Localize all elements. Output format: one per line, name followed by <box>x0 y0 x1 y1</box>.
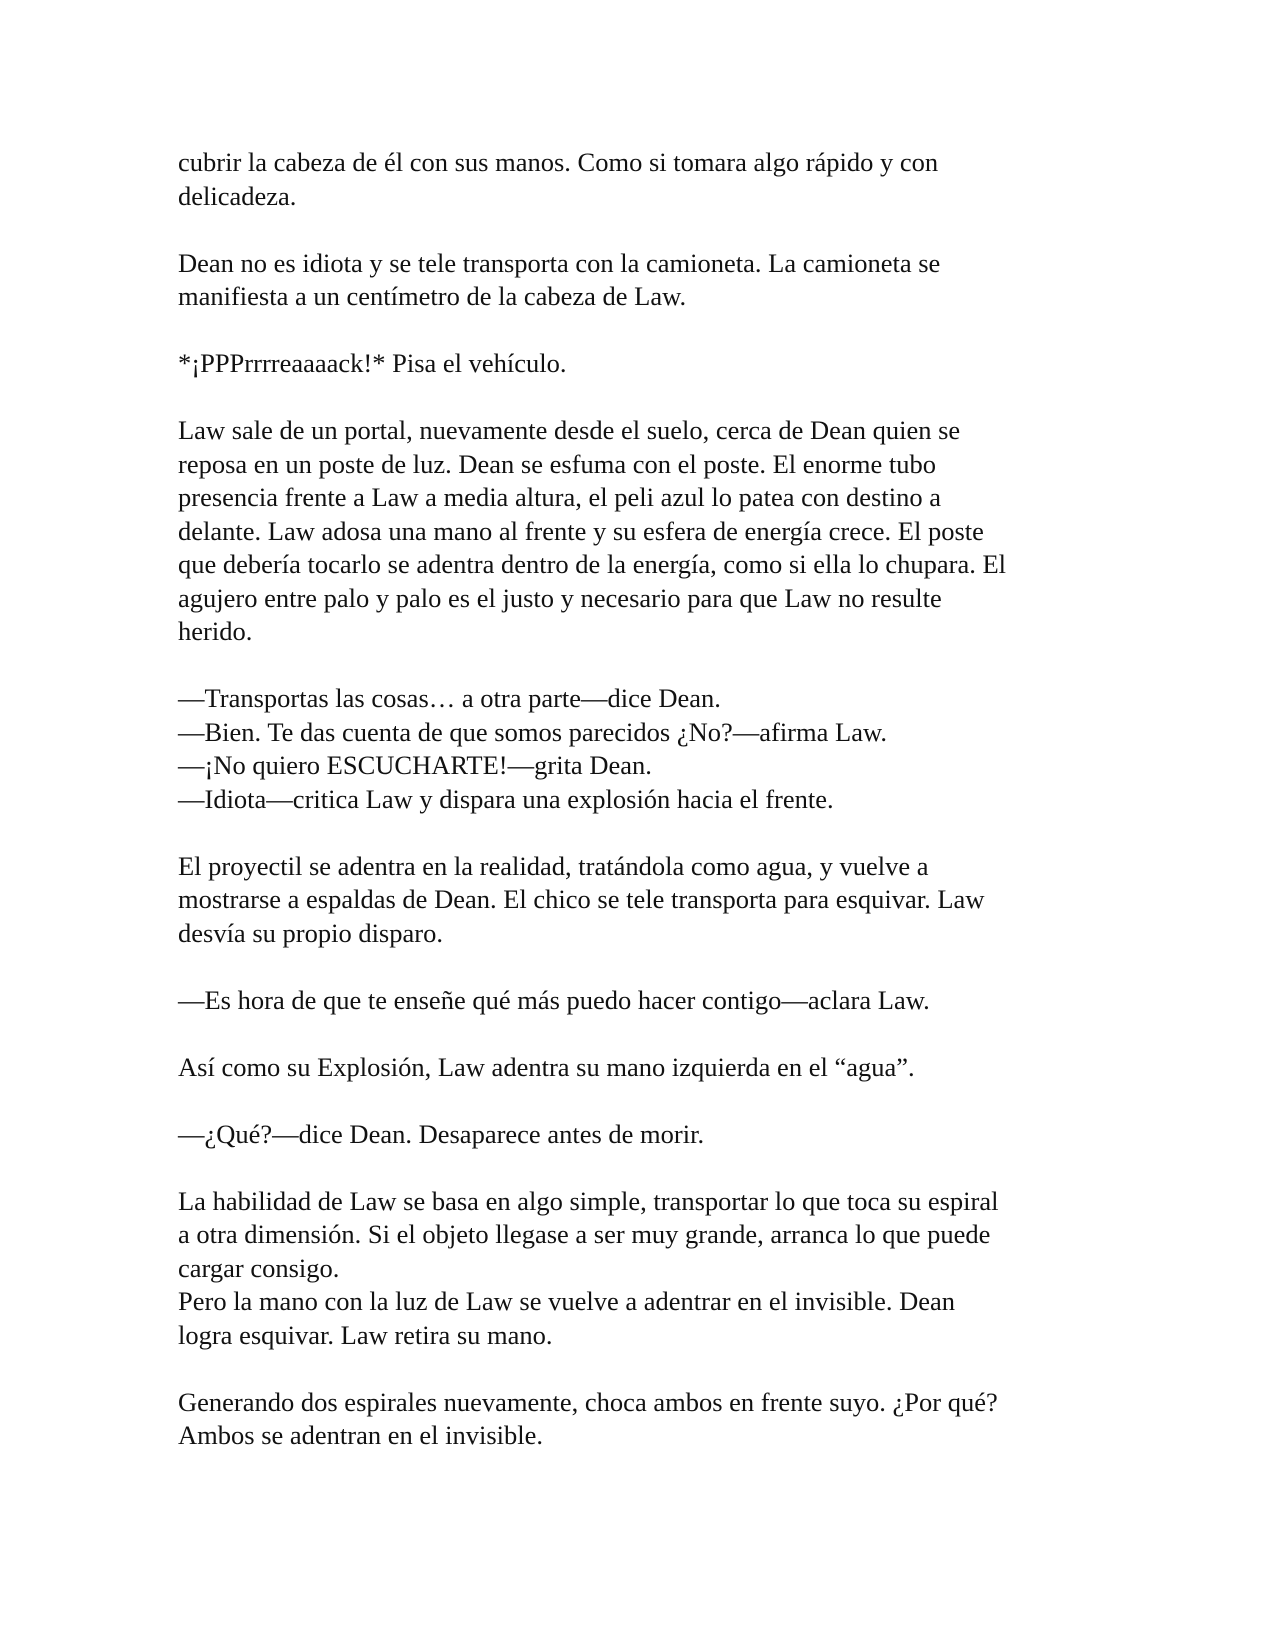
text-line: Generando dos espirales nuevamente, choca ambos en frente suyo. ¿Por qué? <box>178 1386 998 1417</box>
body-text <box>178 146 1098 1486</box>
text-line: que debería tocarlo se adentra dentro de la energía, como si ella lo chupara. El <box>178 549 1007 579</box>
text-line: delante. Law adosa una mano al frente y su esfera de energía crece. El poste <box>178 515 984 546</box>
paragraph <box>178 1051 1098 1085</box>
text-line: presencia frente a Law a media altura, el peli azul lo patea con destino a <box>178 482 941 512</box>
text-line: agujero entre palo y palo es el justo y necesario para que Law no resulte <box>178 582 942 613</box>
text-line: delicadeza. <box>178 180 297 211</box>
text-line: Pero la mano con la luz de Law se vuelve a adentrar en el invisible. Dean <box>178 1286 956 1316</box>
text-line: reposa en un poste de luz. Dean se esfuma con el poste. El enorme tubo <box>178 448 936 479</box>
paragraph <box>178 850 1098 951</box>
dialogue-line: —Idiota—critica Law y dispara una explosión hacia el frente. <box>178 783 834 814</box>
text-line: cubrir la cabeza de él con sus manos. Como si tomara algo rápido y con <box>178 147 939 177</box>
text-line: manifiesta a un centímetro de la cabeza de Law. <box>178 281 687 311</box>
dialogue-line: —Transportas las cosas… a otra parte—dice Dean. <box>178 683 721 713</box>
text-line: a otra dimensión. Si el objeto llegase a ser muy grande, arranca lo que puede <box>178 1219 991 1249</box>
dialogue-block <box>178 1118 1098 1152</box>
text-line: Ambos se adentran en el invisible. <box>178 1420 544 1450</box>
text-line: La habilidad de Law se basa en algo simple, transportar lo que toca su espiral <box>178 1185 999 1216</box>
dialogue-line: —¡No quiero ESCUCHARTE!—grita Dean. <box>178 750 652 780</box>
text-line: mostrarse a espaldas de Dean. El chico se tele transporta para esquivar. Law <box>178 884 985 914</box>
dialogue-line: —¿Qué?—dice Dean. Desaparece antes de morir. <box>178 1118 705 1149</box>
paragraph <box>178 247 1098 314</box>
text-line: *¡PPPrrrreaaaack!* Pisa el vehículo. <box>178 348 567 378</box>
dialogue-line: —Es hora de que te enseñe qué más puedo hacer contigo—aclara Law. <box>178 984 930 1015</box>
paragraph <box>178 1386 1098 1453</box>
paragraph <box>178 146 1098 213</box>
text-line: El proyectil se adentra en la realidad, tratándola como agua, y vuelve a <box>178 850 929 881</box>
text-line: logra esquivar. Law retira su mano. <box>178 1319 553 1350</box>
paragraph <box>178 1285 1098 1352</box>
dialogue-block <box>178 682 1098 816</box>
dialogue-line: —Bien. Te das cuenta de que somos parecidos ¿No?—afirma Law. <box>178 716 887 747</box>
text-line: Law sale de un portal, nuevamente desde el suelo, cerca de Dean quien se <box>178 415 961 445</box>
text-line: cargar consigo. <box>178 1252 340 1283</box>
paragraph <box>178 1185 1098 1286</box>
text-line: desvía su propio disparo. <box>178 917 443 948</box>
paragraph <box>178 414 1098 649</box>
text-line: Así como su Explosión, Law adentra su mano izquierda en el “agua”. <box>178 1051 915 1082</box>
text-line: Dean no es idiota y se tele transporta con la camioneta. La camioneta se <box>178 247 941 278</box>
dialogue-block <box>178 984 1098 1018</box>
paragraph <box>178 347 1098 381</box>
text-line: herido. <box>178 616 253 646</box>
